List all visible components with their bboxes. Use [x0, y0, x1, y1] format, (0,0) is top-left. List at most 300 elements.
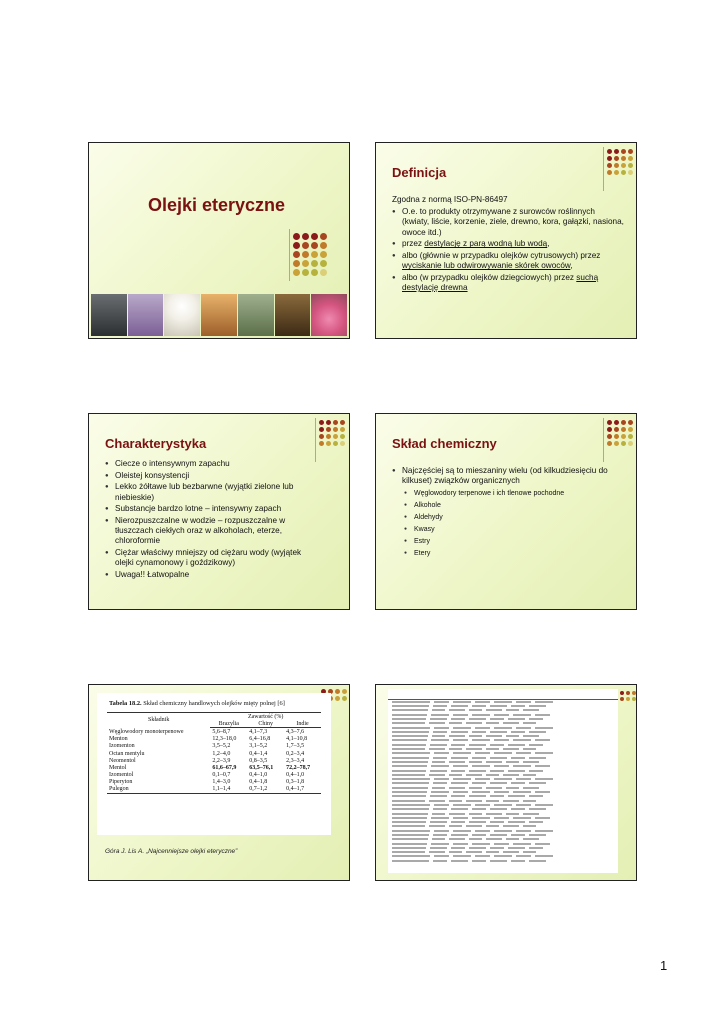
scan-cell [429, 722, 445, 724]
scan-cell [535, 778, 553, 780]
list-item-text: przez [402, 239, 425, 249]
scan-cell [529, 808, 546, 810]
scan-cell [475, 778, 490, 780]
scan-cell [451, 847, 465, 849]
scan-cell [523, 774, 536, 776]
scan-cell [513, 817, 531, 819]
table-row [107, 736, 321, 743]
scan-cell [472, 843, 490, 845]
scan-cell [511, 731, 525, 733]
scan-cell [475, 855, 490, 857]
table-cell: 4,1–10,8 [286, 736, 308, 743]
table-cell: 0,4–1,4 [249, 750, 268, 757]
scan-row [392, 765, 614, 769]
scan-cell [508, 795, 525, 797]
scan-row [392, 821, 614, 825]
scan-row [392, 705, 614, 709]
table-cell: Neomentol [109, 757, 136, 764]
scan-cell [430, 744, 447, 746]
table-cell: 1,4–3,0 [212, 779, 231, 786]
scan-cell [392, 825, 425, 827]
scan-cell [431, 714, 449, 716]
table-cell: Węglowodory monoterpenowe [109, 728, 184, 735]
scan-cell [529, 770, 543, 772]
composition-table [107, 712, 321, 794]
scan-cell [486, 774, 499, 776]
scan-cell [392, 735, 428, 737]
sub-list-item: ● Etery [392, 549, 614, 558]
slide-title [88, 142, 350, 339]
table-cell: 61,6–67,9 [212, 764, 237, 771]
scan-cell [535, 701, 553, 703]
scan-cell [529, 744, 543, 746]
scan-cell [392, 709, 428, 711]
scan-cell [434, 804, 449, 806]
scan-cell [486, 735, 502, 737]
scan-cell [451, 770, 465, 772]
decor-dots [607, 149, 633, 175]
scan-row [392, 727, 614, 731]
scan-row [392, 791, 614, 795]
scan-cell [432, 735, 445, 737]
slide-mint-oil-table [88, 684, 350, 881]
scan-row [392, 825, 614, 829]
scan-cell [392, 744, 426, 746]
scan-cell [523, 838, 539, 840]
scan-cell [451, 757, 468, 759]
scan-cell [449, 709, 465, 711]
scan-cell [529, 782, 546, 784]
scan-cell [529, 705, 546, 707]
table-cell: 4,1–7,3 [249, 728, 268, 735]
table-row [107, 728, 321, 736]
composition-list [392, 466, 614, 560]
scan-cell [430, 718, 447, 720]
scan-cell [432, 813, 445, 815]
scan-row [392, 778, 614, 782]
scan-header [388, 689, 618, 700]
scan-cell [486, 800, 499, 802]
scan-cell [529, 834, 546, 836]
table-cell: 12,3–18,0 [212, 736, 237, 743]
scan-cell [429, 774, 445, 776]
scan-cell [490, 795, 504, 797]
scan-cell [486, 722, 499, 724]
scan-cell [472, 705, 486, 707]
scan-row [392, 718, 614, 722]
scan-cell [494, 804, 512, 806]
scan-row [392, 860, 614, 864]
scan-cell [506, 709, 519, 711]
scan-row [392, 722, 614, 726]
sub-list-item: ● Kwasy [392, 525, 614, 534]
scan-cell [429, 851, 445, 853]
list-item: ● Ciężar właściwy mniejszy od ciężaru wody (wyjątek olejki cynamonowy i goździkowy) [105, 548, 320, 568]
scan-cell [392, 838, 428, 840]
scan-cell [535, 739, 550, 741]
scan-cell [494, 765, 509, 767]
scan-cell [472, 834, 486, 836]
table-cell: 63,5–76,1 [249, 764, 274, 771]
table-cell: 0,8–3,5 [249, 757, 268, 764]
scan-cell [434, 752, 449, 754]
table-header: Chiny [247, 720, 284, 728]
scan-cell [392, 748, 425, 750]
scan-cell [523, 761, 539, 763]
scan-cell [486, 761, 502, 763]
scan-cell [535, 830, 553, 832]
characteristics-list [105, 459, 320, 582]
scan-cell [469, 761, 482, 763]
scan-cell [429, 800, 445, 802]
scan-cell [449, 787, 465, 789]
scan-cell [486, 787, 502, 789]
slide-heading: Definicja [392, 165, 447, 180]
table-cell: 0,4–1,8 [249, 779, 268, 786]
scan-cell [511, 834, 525, 836]
scan-cell [432, 838, 445, 840]
scan-cell [516, 727, 531, 729]
table-cell: 6,4–16,8 [249, 736, 271, 743]
scan-cell [430, 847, 447, 849]
table-cell: Piperyton [109, 779, 133, 786]
list-item [392, 207, 624, 238]
table-row [107, 779, 321, 786]
table-row [107, 757, 321, 764]
scan-cell [475, 701, 490, 703]
scan-row [392, 714, 614, 718]
scan-cell [494, 752, 512, 754]
scan-cell [490, 860, 507, 862]
scan-cell [453, 855, 471, 857]
scan-cell [392, 791, 427, 793]
decor-line [603, 418, 604, 462]
list-item-text: , [547, 239, 550, 249]
scan-cell [434, 727, 449, 729]
scan-cell [529, 860, 546, 862]
scan-cell [513, 739, 531, 741]
table-header: Brazylia [210, 720, 247, 728]
scan-cell [453, 765, 468, 767]
scan-cell [449, 748, 462, 750]
table-cell: 2,2–3,9 [212, 757, 231, 764]
photo-candles [128, 294, 164, 336]
scan-row [392, 757, 614, 761]
list-item: ● Lekko żółtawe lub bezbarwne (wyjątki zielone lub niebieskie) [105, 482, 320, 502]
scan-cell [472, 782, 486, 784]
table-caption-label: Tabela 18.2. [109, 700, 142, 707]
scan-cell [529, 757, 546, 759]
scan-cell [486, 825, 499, 827]
scan-cell [486, 709, 502, 711]
scan-row [392, 787, 614, 791]
table-header: Indie [284, 720, 321, 728]
decor-line [289, 229, 290, 281]
scan-cell [475, 752, 490, 754]
scan-cell [472, 765, 490, 767]
scan-cell [453, 727, 471, 729]
sub-list-item: ● Alkohole [392, 501, 614, 510]
scan-cell [451, 705, 468, 707]
table-caption-text: Skład chemiczny handlowych olejków mięty polnej [6] [143, 700, 285, 707]
table-cell: Izomentol [109, 772, 134, 779]
photo-oil-bottle [275, 294, 311, 336]
scan-row [392, 761, 614, 765]
scan-row [392, 735, 614, 739]
scan-cell [392, 718, 426, 720]
scan-cell [469, 795, 486, 797]
scan-row [392, 834, 614, 838]
table-cell: 0,4–1,7 [284, 786, 321, 794]
scan-cell [453, 843, 468, 845]
scan-cell [434, 778, 449, 780]
scan-cell [490, 718, 504, 720]
list-item: ● Uwaga!! Łatwopalne [105, 570, 320, 580]
table-cell: Octan mentylu [109, 750, 145, 757]
scan-cell [392, 770, 426, 772]
list-item [392, 273, 624, 293]
scan-cell [392, 834, 429, 836]
scan-cell [516, 804, 531, 806]
scan-cell [432, 787, 445, 789]
scan-cell [472, 731, 486, 733]
scan-row [392, 774, 614, 778]
scan-cell [466, 851, 482, 853]
scan-row [392, 851, 614, 855]
table-caption [97, 693, 331, 707]
scan-cell [529, 795, 543, 797]
scan-cell [430, 795, 447, 797]
scan-cell [503, 800, 519, 802]
scan-cell [503, 825, 519, 827]
slide-title-heading: Olejki eteryczne [147, 195, 286, 215]
list-item-text: , [570, 261, 573, 271]
list-item: ● Ciecze o intensywnym zapachu [105, 459, 320, 469]
scan-cell [513, 765, 531, 767]
scan-cell [490, 821, 504, 823]
scan-cell [490, 770, 504, 772]
scan-cell [523, 735, 539, 737]
table-cell: 0,1–0,7 [212, 772, 231, 779]
aromatherapy-photo-strip [91, 294, 347, 336]
scan-cell [392, 830, 430, 832]
scan-cell [472, 860, 486, 862]
decor-dots [620, 691, 636, 701]
scan-cell [472, 817, 490, 819]
scan-cell [494, 817, 509, 819]
photo-towels-flower [164, 294, 200, 336]
scan-cell [486, 748, 499, 750]
scan-cell [429, 825, 445, 827]
scan-cell [392, 761, 428, 763]
scan-cell [392, 714, 427, 716]
scan-cell [392, 817, 427, 819]
scan-cell [392, 843, 427, 845]
scan-cell [449, 722, 462, 724]
scan-cell [490, 744, 504, 746]
scan-cell [490, 705, 507, 707]
list-item [392, 239, 624, 249]
scan-cell [466, 800, 482, 802]
slide-chemical-composition [375, 413, 637, 610]
table-cell: 3,1–5,2 [249, 743, 268, 750]
scan-cell [529, 718, 543, 720]
scan-cell [472, 714, 490, 716]
scan-cell [430, 821, 447, 823]
table-row [107, 750, 321, 757]
decor-dots [293, 233, 327, 276]
scan-cell [475, 830, 490, 832]
scan-cell [451, 782, 468, 784]
scan-cell [453, 817, 468, 819]
photo-roses [311, 294, 347, 336]
scan-cell [475, 727, 490, 729]
scan-cell [535, 804, 553, 806]
scan-cell [451, 718, 465, 720]
scan-cell [392, 774, 425, 776]
scan-cell [503, 722, 519, 724]
scan-cell [490, 782, 507, 784]
scan-row [392, 847, 614, 851]
scan-cell [523, 825, 536, 827]
scan-cell [516, 778, 531, 780]
table-header: Zawartość (%) [210, 713, 321, 721]
scan-cell [432, 709, 445, 711]
scan-cell [392, 739, 427, 741]
scan-cell [392, 722, 425, 724]
list-item-text: albo (głównie w przypadku olejków cytrusowych) przez [402, 251, 601, 261]
table-cell: 0,3–1,8 [286, 779, 305, 786]
scan-cell [535, 752, 553, 754]
scan-cell [529, 847, 543, 849]
scan-cell [503, 851, 519, 853]
scan-cell [434, 701, 449, 703]
scan-cell [449, 825, 462, 827]
underlined-term: suchą destylację drewna [402, 272, 599, 293]
scan-cell [392, 727, 430, 729]
scan-cell [475, 804, 490, 806]
table-cell: 5,6–8,7 [212, 728, 231, 735]
scan-cell [392, 795, 426, 797]
table-cell: 4,3–7,6 [286, 728, 305, 735]
scan-cell [494, 830, 512, 832]
scan-cell [535, 817, 550, 819]
scan-cell [451, 808, 468, 810]
scan-cell [506, 735, 519, 737]
scan-cell [453, 791, 468, 793]
table-header: Składnik [107, 713, 210, 728]
scan-cell [392, 804, 430, 806]
table-cell: 3,5–5,2 [212, 743, 231, 750]
scan-cell [469, 821, 486, 823]
scan-cell [433, 860, 447, 862]
scan-cell [433, 731, 447, 733]
scan-cell [494, 791, 509, 793]
scanned-table [97, 693, 331, 835]
scan-cell [513, 843, 531, 845]
scan-cell [490, 757, 507, 759]
scan-cell [451, 860, 468, 862]
scan-cell [453, 739, 468, 741]
source-caption: Góra J. Lis A. „Najcenniejsze olejki eteryczne” [105, 848, 238, 855]
scan-cell [431, 817, 449, 819]
slide-heading: Skład chemiczny [392, 436, 497, 451]
scan-row [392, 770, 614, 774]
list-item: ● Substancje bardzo lotne – intensywny zapach [105, 504, 320, 514]
scan-cell [392, 851, 425, 853]
scan-cell [486, 838, 502, 840]
scan-cell [508, 847, 525, 849]
table-cell: Menton [109, 736, 128, 743]
scan-cell [392, 701, 430, 703]
scan-cell [392, 855, 430, 857]
scan-cell [449, 761, 465, 763]
scan-cell [392, 731, 429, 733]
decor-line [315, 418, 316, 462]
slide-heading: Charakterystyka [105, 436, 207, 451]
scan-cell [523, 787, 539, 789]
scan-row [392, 731, 614, 735]
scan-row [392, 855, 614, 859]
scan-cell [466, 722, 482, 724]
table-row [107, 772, 321, 779]
scan-cell [392, 800, 425, 802]
scan-cell [469, 838, 482, 840]
scan-cell [469, 770, 486, 772]
scan-row [392, 800, 614, 804]
scan-cell [469, 718, 486, 720]
list-item: ● Najczęściej są to mieszaniny wielu (od kilkudziesięciu do kilkuset) związków organicznych [392, 466, 614, 486]
scan-cell [453, 778, 471, 780]
scan-cell [392, 787, 428, 789]
scan-cell [486, 851, 499, 853]
scan-cell [433, 782, 447, 784]
definition-body [392, 195, 624, 295]
scan-row [392, 782, 614, 786]
scan-cell [433, 705, 447, 707]
scan-cell [451, 821, 465, 823]
table-cell: Pulegon [107, 786, 210, 794]
scan-cell [523, 709, 539, 711]
scan-cell [469, 744, 486, 746]
scan-cell [466, 748, 482, 750]
scan-cell [494, 727, 512, 729]
scan-cell [430, 770, 447, 772]
scan-rows [388, 701, 618, 863]
scan-cell [392, 757, 429, 759]
scan-cell [449, 838, 465, 840]
scan-cell [535, 855, 553, 857]
scan-cell [508, 744, 525, 746]
scan-cell [466, 774, 482, 776]
scan-cell [494, 855, 512, 857]
scan-cell [449, 774, 462, 776]
scan-row [392, 752, 614, 756]
scan-cell [449, 813, 465, 815]
scan-cell [494, 701, 512, 703]
table-cell: Izomenton [109, 743, 135, 750]
scan-cell [472, 808, 486, 810]
scan-row [392, 813, 614, 817]
photo-bottles [201, 294, 237, 336]
scan-cell [511, 757, 525, 759]
sub-list-item: ● Aldehydy [392, 513, 614, 522]
photo-lavender [238, 294, 274, 336]
scanned-table-image [388, 689, 618, 873]
list-item-text: albo (w przypadku olejków dziegciowych) przez [402, 272, 577, 282]
scan-cell [513, 791, 531, 793]
scan-cell [523, 748, 536, 750]
